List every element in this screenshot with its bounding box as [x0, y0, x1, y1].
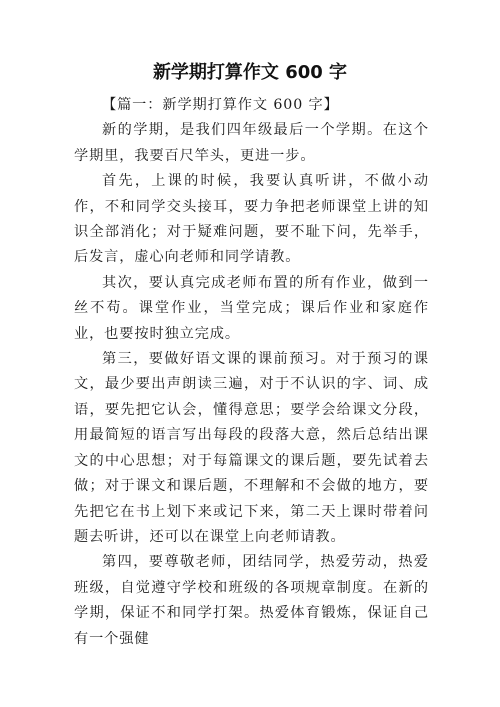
paragraph: 第三，要做好语文课的课前预习。对于预习的课文，最少要出声朗读三遍，对于不认识的字、词、成语，要先把它认会，懂得意思；要学会给课文分段，用最简短的语言写出每段的段落大意，然后总结出课文的中心思想；对于每篇课文的课后题，要先试着去做；对于课文和课后题，不理解和不会做的地方，要先把它在书上划下来或记下来，第二天上课时带着问题去听讲，还可以在课堂上向老师请教。 [74, 351, 429, 545]
paragraph: 第四，要尊敬老师，团结同学，热爱劳动，热爱班级，自觉遵守学校和班级的各项规章制度。在新的学期，保证不和同学打架。热爱体育锻炼，保证自己有一个强健 [74, 554, 429, 647]
document-body [74, 93, 429, 652]
paragraph: 新的学期，是我们四年级最后一个学期。在这个学期里，我要百尺竿头，更进一步。 [74, 122, 429, 164]
paragraph: 首先，上课的时候，我要认真听讲，不做小动作，不和同学交头接耳，要力争把老师课堂上讲的知识全部消化；对于疑难问题，要不耻下问，先举手，后发言，虚心向老师和同学请教。 [74, 173, 429, 266]
document-title: 新学期打算作文 600 字 [152, 62, 348, 83]
paragraph: 其次，要认真完成老师布置的所有作业，做到一丝不苟。课堂作业，当堂完成；课后作业和家庭作业，也要按时独立完成。 [74, 274, 429, 342]
section-heading: 【篇一：新学期打算作文 600 字】 [102, 97, 339, 113]
